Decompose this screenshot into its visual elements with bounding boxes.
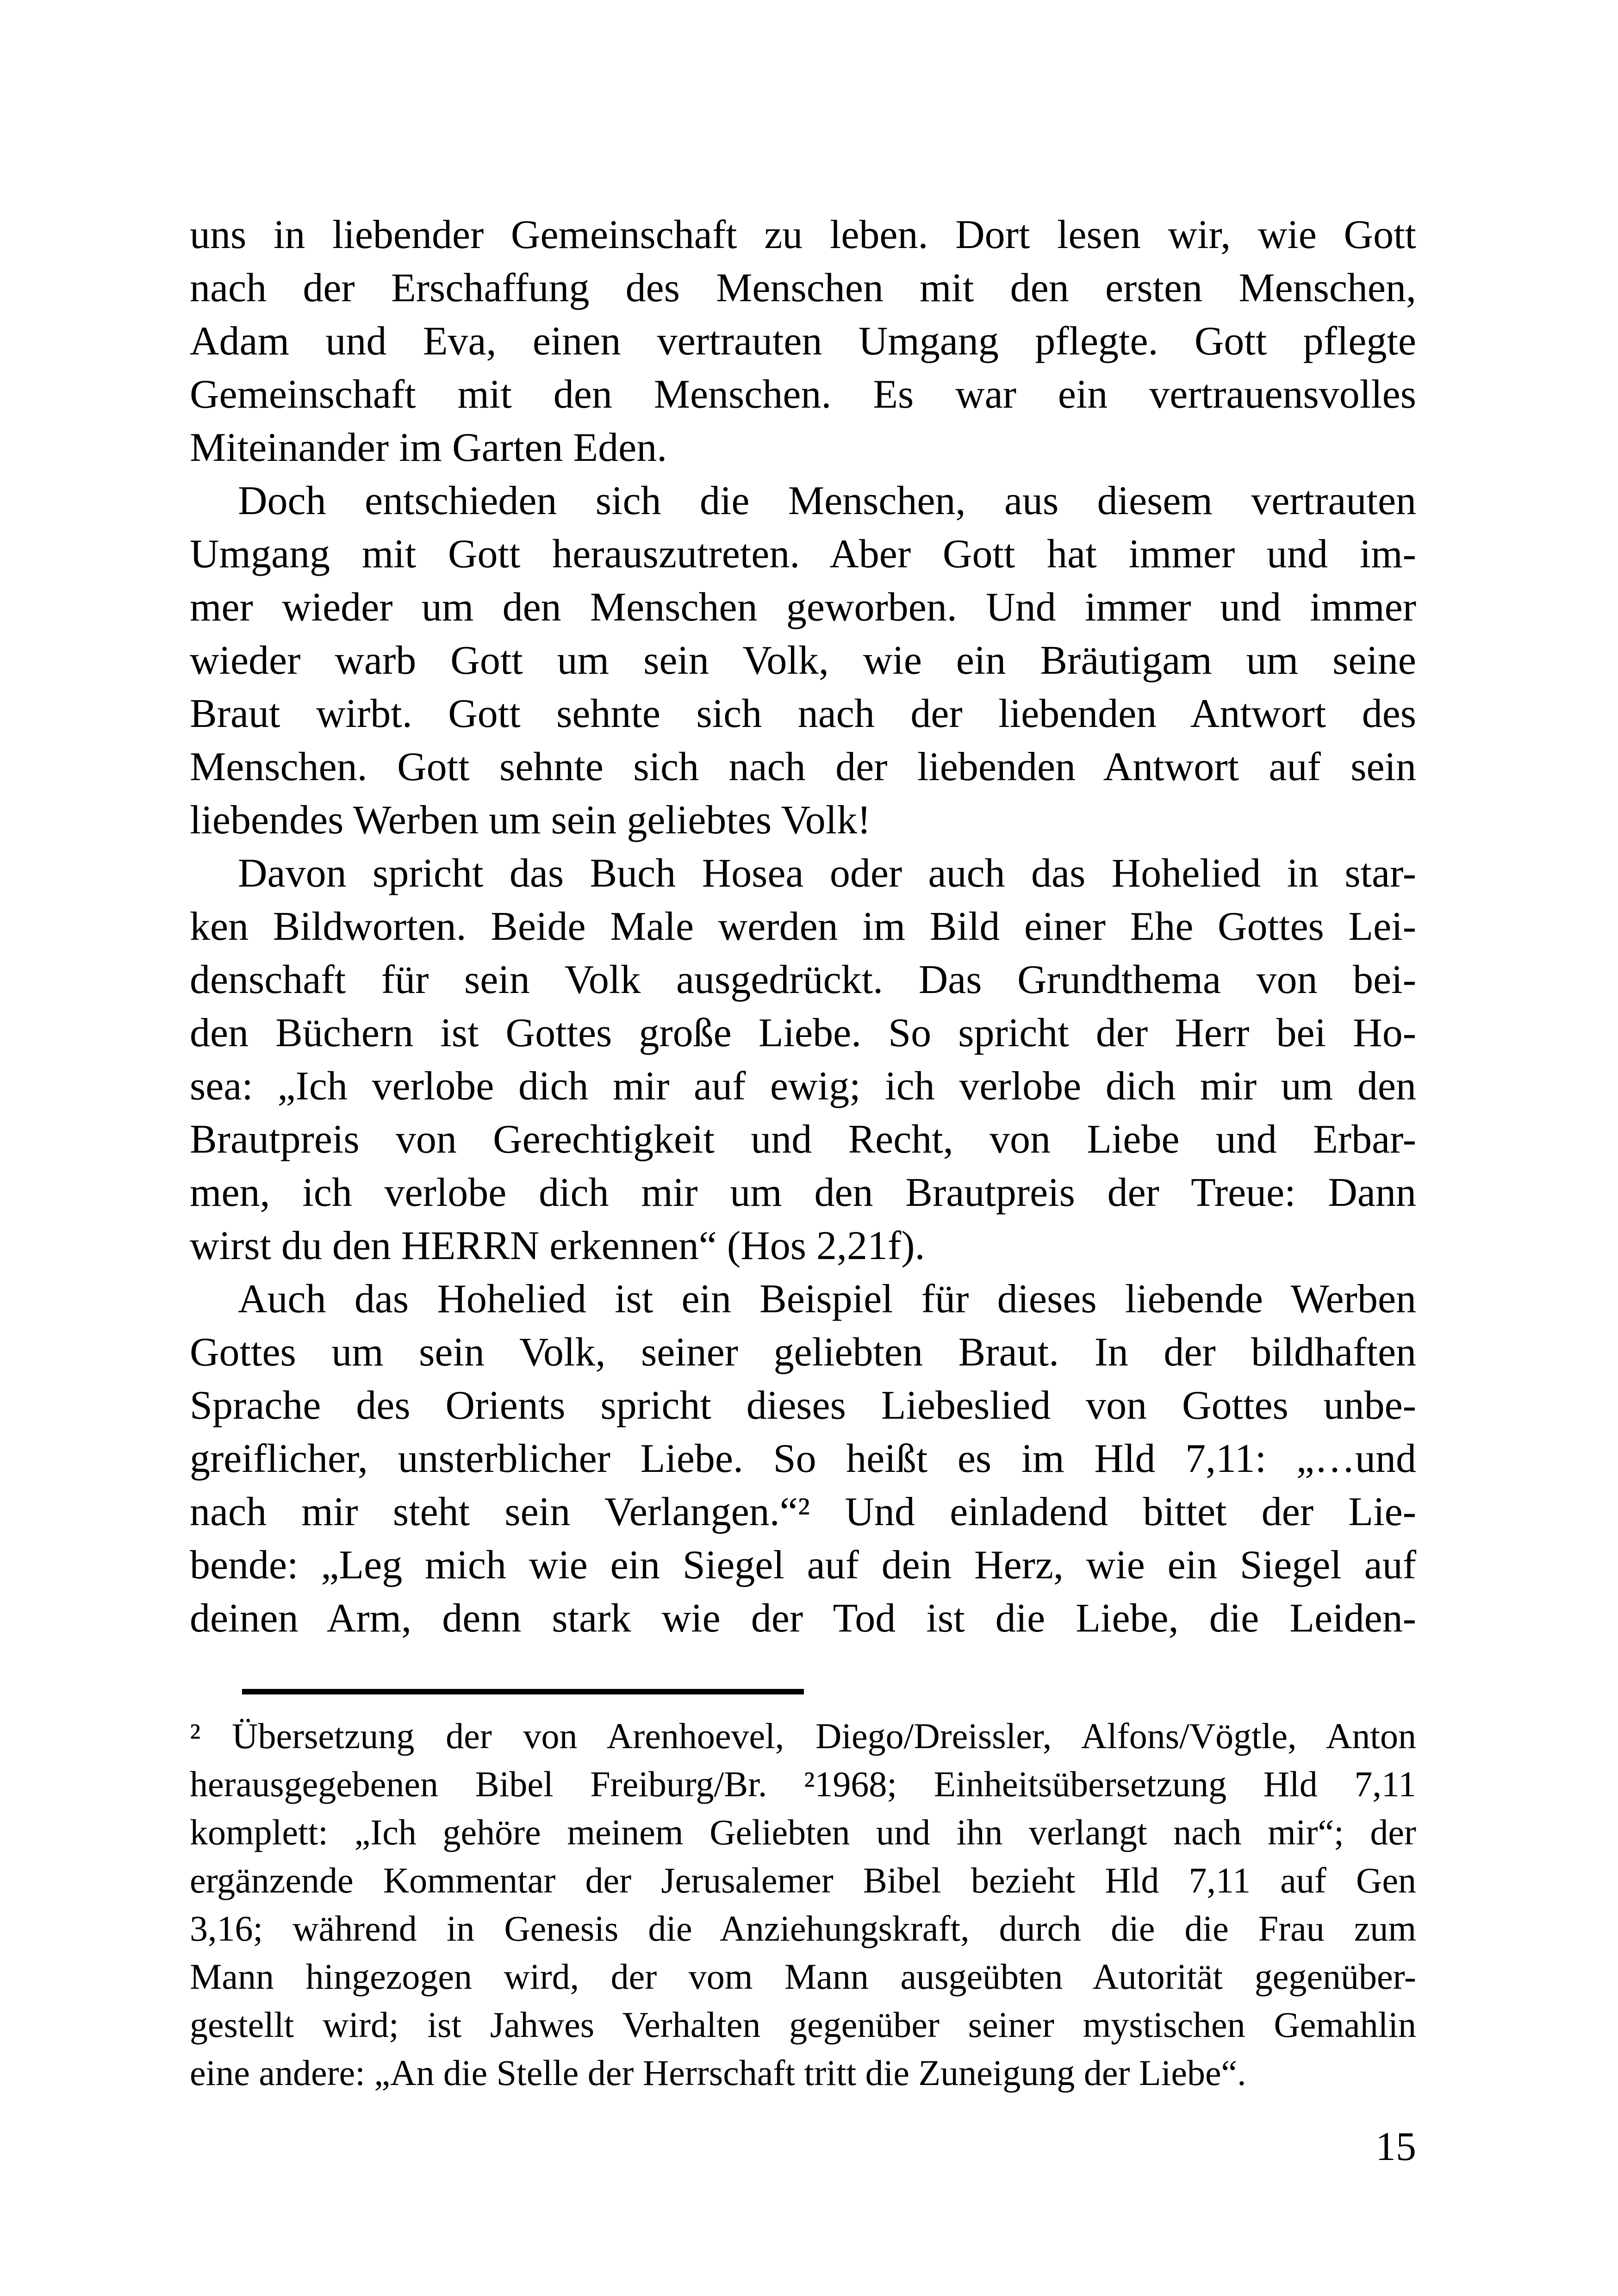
- text-line: men, ich verlobe dich mir um den Brautpreis der Treue: Dann: [190, 1170, 1416, 1215]
- footnote-block: [190, 1712, 1416, 2097]
- text-line: Menschen. Gott sehnte sich nach der liebenden Antwort auf sein: [190, 745, 1416, 789]
- text-line: Braut wirbt. Gott sehnte sich nach der liebenden Antwort des: [190, 691, 1416, 736]
- footnote-text: [190, 1712, 1416, 2097]
- text-line: greiflicher, unsterblicher Liebe. So heißt es im Hld 7,11: „…und: [190, 1436, 1416, 1481]
- text-line: nach mir steht sein Verlangen.“² Und einladend bittet der Lie-: [190, 1489, 1416, 1534]
- paragraph: [190, 1272, 1416, 1645]
- paragraph: [190, 847, 1416, 1272]
- text-line: Auch das Hohelied ist ein Beispiel für dieses liebende Werben: [238, 1277, 1416, 1322]
- text-line: mer wieder um den Menschen geworben. Und immer und immer: [190, 585, 1416, 630]
- footnote-line: 3,16; während in Genesis die Anziehungskraft, durch die die Frau zum: [190, 1908, 1416, 1948]
- text-line: Brautpreis von Gerechtigkeit und Recht, von Liebe und Erbar-: [190, 1117, 1416, 1162]
- text-line: ken Bildworten. Beide Male werden im Bild einer Ehe Gottes Lei-: [190, 904, 1416, 949]
- text-line: nach der Erschaffung des Menschen mit den ersten Menschen,: [190, 266, 1416, 310]
- text-line: uns in liebender Gemeinschaft zu leben. Dort lesen wir, wie Gott: [190, 212, 1416, 257]
- text-line: Umgang mit Gott herauszutreten. Aber Gott hat immer und im-: [190, 532, 1416, 577]
- footnote-line: Mann hingezogen wird, der vom Mann ausgeübten Autorität gegenüber-: [190, 1956, 1416, 1997]
- text-line: wirst du den HERRN erkennen“ (Hos 2,21f).: [190, 1223, 925, 1268]
- text-line: wieder warb Gott um sein Volk, wie ein Bräutigam um seine: [190, 638, 1416, 683]
- footnote-line: eine andere: „An die Stelle der Herrschaft tritt die Zuneigung der Liebe“.: [190, 2053, 1246, 2093]
- text-line: Gemeinschaft mit den Menschen. Es war ein vertrauensvolles: [190, 372, 1416, 417]
- page-number: 15: [1375, 2124, 1416, 2169]
- text-line: Davon spricht das Buch Hosea oder auch das Hohelied in star-: [238, 851, 1416, 896]
- footnote-line: ² Übersetzung der von Arenhoevel, Diego/Dreissler, Alfons/Vögtle, Anton: [190, 1716, 1416, 1756]
- footnote-rule: [242, 1689, 804, 1694]
- footnote-line: komplett: „Ich gehöre meinem Geliebten und ihn verlangt nach mir“; der: [190, 1812, 1416, 1852]
- text-line: Gottes um sein Volk, seiner geliebten Braut. In der bildhaften: [190, 1330, 1416, 1375]
- text-line: deinen Arm, denn stark wie der Tod ist die Liebe, die Leiden-: [190, 1596, 1416, 1641]
- paragraph: [190, 208, 1416, 474]
- text-line: liebendes Werben um sein geliebtes Volk!: [190, 798, 871, 843]
- text-line: Doch entschieden sich die Menschen, aus diesem vertrauten: [238, 478, 1416, 523]
- paragraph: [190, 474, 1416, 847]
- text-line: den Büchern ist Gottes große Liebe. So spricht der Herr bei Ho-: [190, 1011, 1416, 1055]
- footnote-line: herausgegebenen Bibel Freiburg/Br. ²1968; Einheitsübersetzung Hld 7,11: [190, 1764, 1416, 1804]
- body-text: [190, 208, 1416, 1645]
- text-line: denschaft für sein Volk ausgedrückt. Das Grundthema von bei-: [190, 957, 1416, 1002]
- text-line: sea: „Ich verlobe dich mir auf ewig; ich verlobe dich mir um den: [190, 1064, 1416, 1109]
- text-line: Sprache des Orients spricht dieses Liebeslied von Gottes unbe-: [190, 1383, 1416, 1428]
- footnote-line: gestellt wird; ist Jahwes Verhalten gegenüber seiner mystischen Gemahlin: [190, 2004, 1416, 2045]
- text-line: Miteinander im Garten Eden.: [190, 425, 667, 470]
- footnote-line: ergänzende Kommentar der Jerusalemer Bibel bezieht Hld 7,11 auf Gen: [190, 1860, 1416, 1900]
- text-line: bende: „Leg mich wie ein Siegel auf dein Herz, wie ein Siegel auf: [190, 1543, 1416, 1588]
- text-line: Adam und Eva, einen vertrauten Umgang pflegte. Gott pflegte: [190, 319, 1416, 364]
